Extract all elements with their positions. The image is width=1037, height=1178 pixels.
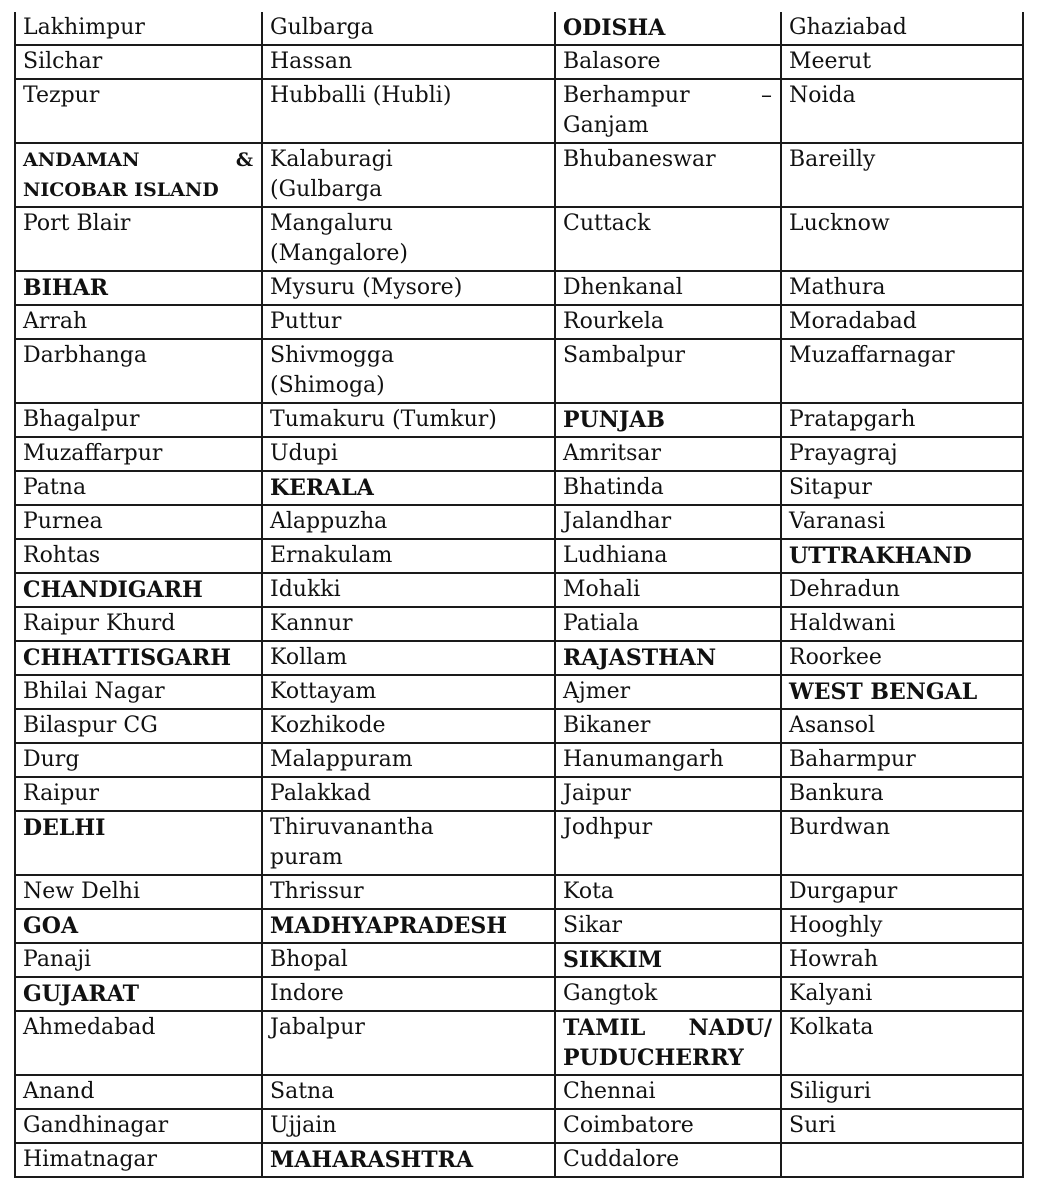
table-row xyxy=(15,471,1023,505)
city-cell: Bhilai Nagar xyxy=(15,675,262,709)
state-heading-cell: BIHAR xyxy=(15,271,262,305)
table-row xyxy=(15,1143,1023,1177)
table-row xyxy=(15,875,1023,909)
city-cell: Darbhanga xyxy=(15,339,262,403)
city-cell: Silchar xyxy=(15,45,262,79)
city-cell: Kannur xyxy=(262,607,555,641)
table-row xyxy=(15,271,1023,305)
city-cell: Gandhinagar xyxy=(15,1109,262,1143)
city-cell: Sikar xyxy=(555,909,781,943)
city-cell: Bhopal xyxy=(262,943,555,977)
state-heading-cell: RAJASTHAN xyxy=(555,641,781,675)
city-cell: Shivmogga (Shimoga) xyxy=(262,339,555,403)
city-cell: Muzaffarpur xyxy=(15,437,262,471)
city-cell: Port Blair xyxy=(15,207,262,271)
table-row xyxy=(15,777,1023,811)
city-cell: Durgapur xyxy=(781,875,1023,909)
city-cell: Hooghly xyxy=(781,909,1023,943)
city-cell: Bhubaneswar xyxy=(555,143,781,207)
city-cell: Sitapur xyxy=(781,471,1023,505)
city-cell: Tumakuru (Tumkur) xyxy=(262,403,555,437)
table-row xyxy=(15,977,1023,1011)
city-cell: Hubballi (Hubli) xyxy=(262,79,555,143)
table-row xyxy=(15,641,1023,675)
city-cell: Baharmpur xyxy=(781,743,1023,777)
city-cell: Kottayam xyxy=(262,675,555,709)
state-heading-cell: TAMIL NADU/ PUDUCHERRY xyxy=(555,1011,781,1075)
table-row xyxy=(15,811,1023,875)
city-cell: Jodhpur xyxy=(555,811,781,875)
table-row xyxy=(15,743,1023,777)
table-row xyxy=(15,505,1023,539)
city-cell: Ujjain xyxy=(262,1109,555,1143)
city-cell: Muzaffarnagar xyxy=(781,339,1023,403)
city-cell: Patna xyxy=(15,471,262,505)
city-cell: Alappuzha xyxy=(262,505,555,539)
city-cell: Bikaner xyxy=(555,709,781,743)
city-cell: Bilaspur CG xyxy=(15,709,262,743)
table-row xyxy=(15,1011,1023,1075)
table-row xyxy=(15,45,1023,79)
city-cell: Prayagraj xyxy=(781,437,1023,471)
city-cell: Burdwan xyxy=(781,811,1023,875)
city-cell: Ghaziabad xyxy=(781,12,1023,45)
city-cell: Panaji xyxy=(15,943,262,977)
city-cell: Chennai xyxy=(555,1075,781,1109)
city-cell: Amritsar xyxy=(555,437,781,471)
state-heading-cell: MAHARASHTRA xyxy=(262,1143,555,1177)
city-cell: Moradabad xyxy=(781,305,1023,339)
city-cell: Malappuram xyxy=(262,743,555,777)
table-row xyxy=(15,1109,1023,1143)
state-heading-cell: UTTRAKHAND xyxy=(781,539,1023,573)
city-cell: New Delhi xyxy=(15,875,262,909)
city-cell: Satna xyxy=(262,1075,555,1109)
city-cell: Kota xyxy=(555,875,781,909)
table-row xyxy=(15,403,1023,437)
city-cell: Jaipur xyxy=(555,777,781,811)
city-cell: Raipur xyxy=(15,777,262,811)
city-cell: Himatnagar xyxy=(15,1143,262,1177)
table-row xyxy=(15,573,1023,607)
city-cell: Cuttack xyxy=(555,207,781,271)
table-row xyxy=(15,207,1023,271)
state-heading-cell: CHHATTISGARH xyxy=(15,641,262,675)
table-row xyxy=(15,339,1023,403)
city-cell: Cuddalore xyxy=(555,1143,781,1177)
city-cell: Anand xyxy=(15,1075,262,1109)
city-cell: Palakkad xyxy=(262,777,555,811)
city-cell: Meerut xyxy=(781,45,1023,79)
city-cell: Jabalpur xyxy=(262,1011,555,1075)
city-cell: Mysuru (Mysore) xyxy=(262,271,555,305)
state-heading-cell: WEST BENGAL xyxy=(781,675,1023,709)
table-row xyxy=(15,79,1023,143)
city-cell: Dehradun xyxy=(781,573,1023,607)
city-cell: Roorkee xyxy=(781,641,1023,675)
city-cell: Arrah xyxy=(15,305,262,339)
state-heading-cell: PUNJAB xyxy=(555,403,781,437)
city-cell: Kalyani xyxy=(781,977,1023,1011)
city-cell: Kollam xyxy=(262,641,555,675)
table-row xyxy=(15,1075,1023,1109)
city-cell: Varanasi xyxy=(781,505,1023,539)
city-cell: Berhampur – Ganjam xyxy=(555,79,781,143)
table-row xyxy=(15,305,1023,339)
table-row xyxy=(15,539,1023,573)
city-cell: Lucknow xyxy=(781,207,1023,271)
city-cell: Ahmedabad xyxy=(15,1011,262,1075)
table-row xyxy=(15,437,1023,471)
table-row xyxy=(15,709,1023,743)
city-cell: Bhatinda xyxy=(555,471,781,505)
city-cell: Mohali xyxy=(555,573,781,607)
city-cell: Ernakulam xyxy=(262,539,555,573)
city-cell: Dhenkanal xyxy=(555,271,781,305)
city-cell: Hanumangarh xyxy=(555,743,781,777)
state-heading-cell: CHANDIGARH xyxy=(15,573,262,607)
city-cell: Ajmer xyxy=(555,675,781,709)
state-heading-cell: MADHYAPRADESH xyxy=(262,909,555,943)
state-heading-cell: ODISHA xyxy=(555,12,781,45)
city-cell: Rourkela xyxy=(555,305,781,339)
city-cell: Thrissur xyxy=(262,875,555,909)
city-cell: Tezpur xyxy=(15,79,262,143)
city-list-table xyxy=(14,12,1024,1178)
city-cell: Hassan xyxy=(262,45,555,79)
state-heading-cell: SIKKIM xyxy=(555,943,781,977)
city-cell: Balasore xyxy=(555,45,781,79)
state-heading-cell: KERALA xyxy=(262,471,555,505)
city-cell: Kozhikode xyxy=(262,709,555,743)
city-cell: Durg xyxy=(15,743,262,777)
table-row xyxy=(15,143,1023,207)
city-cell: Patiala xyxy=(555,607,781,641)
city-cell: Bareilly xyxy=(781,143,1023,207)
state-heading-cell: ANDAMAN & NICOBAR ISLAND xyxy=(15,143,262,207)
city-cell: Siliguri xyxy=(781,1075,1023,1109)
city-cell: Mathura xyxy=(781,271,1023,305)
city-cell xyxy=(781,1143,1023,1177)
city-cell: Ludhiana xyxy=(555,539,781,573)
city-cell: Noida xyxy=(781,79,1023,143)
city-cell: Kolkata xyxy=(781,1011,1023,1075)
table-row xyxy=(15,943,1023,977)
city-cell: Suri xyxy=(781,1109,1023,1143)
city-cell: Howrah xyxy=(781,943,1023,977)
city-cell: Kalaburagi (Gulbarga xyxy=(262,143,555,207)
city-cell: Raipur Khurd xyxy=(15,607,262,641)
state-heading-cell: GUJARAT xyxy=(15,977,262,1011)
city-list-body xyxy=(15,12,1023,1177)
city-cell: Haldwani xyxy=(781,607,1023,641)
city-cell: Indore xyxy=(262,977,555,1011)
city-cell: Udupi xyxy=(262,437,555,471)
city-cell: Asansol xyxy=(781,709,1023,743)
city-cell: Idukki xyxy=(262,573,555,607)
table-row xyxy=(15,12,1023,45)
city-cell: Jalandhar xyxy=(555,505,781,539)
city-cell: Pratapgarh xyxy=(781,403,1023,437)
city-cell: Gangtok xyxy=(555,977,781,1011)
city-cell: Bhagalpur xyxy=(15,403,262,437)
city-cell: Rohtas xyxy=(15,539,262,573)
city-cell: Puttur xyxy=(262,305,555,339)
city-cell: Bankura xyxy=(781,777,1023,811)
city-cell: Sambalpur xyxy=(555,339,781,403)
table-row xyxy=(15,675,1023,709)
table-row xyxy=(15,607,1023,641)
city-cell: Coimbatore xyxy=(555,1109,781,1143)
state-heading-cell: GOA xyxy=(15,909,262,943)
table-row xyxy=(15,909,1023,943)
city-cell: Thiruvanantha puram xyxy=(262,811,555,875)
state-heading-cell: DELHI xyxy=(15,811,262,875)
city-cell: Gulbarga xyxy=(262,12,555,45)
city-cell: Purnea xyxy=(15,505,262,539)
city-cell: Mangaluru (Mangalore) xyxy=(262,207,555,271)
city-cell: Lakhimpur xyxy=(15,12,262,45)
